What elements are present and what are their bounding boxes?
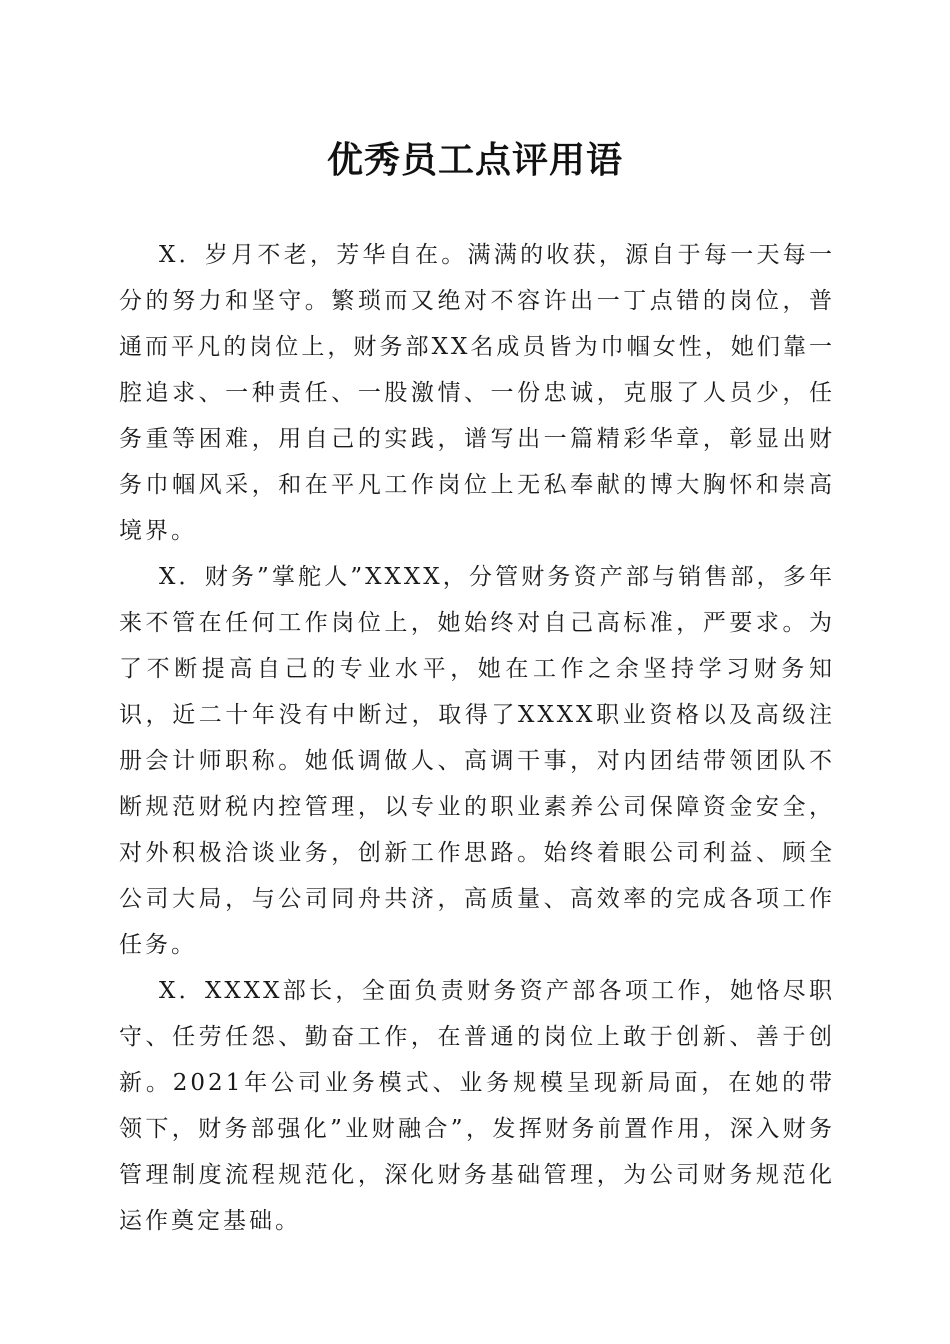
document-body: [119, 232, 835, 1244]
paragraph-2: X．财务”掌舵人”XXXX，分管财务资产部与销售部，多年来不管在任何工作岗位上，她始终对自己高标准，严要求。为了不断提高自己的专业水平，她在工作之余坚持学习财务知识，近二十年没有中断过，取得了XXXX职业资格以及高级注册会计师职称。她低调做人、高调干事，对内团结带领团队不断规范财税内控管理，以专业的职业素养公司保障资金安全，对外积极洽谈业务，创新工作思路。始终着眼公司利益、顾全公司大局，与公司同舟共济，高质量、高效率的完成各项工作任务。: [119, 564, 835, 958]
paragraph-3: X．XXXX部长，全面负责财务资产部各项工作，她恪尽职守、任劳任怨、勤奋工作，在普通的岗位上敢于创新、善于创新。2021年公司业务模式、业务规模呈现新局面，在她的带领下，财务部强化”业财融合”，发挥财务前置作用，深入财务管理制度流程规范化，深化财务基础管理，为公司财务规范化运作奠定基础。: [119, 978, 835, 1234]
paragraph-1: X．岁月不老，芳华自在。满满的收获，源自于每一天每一分的努力和坚守。繁琐而又绝对不容许出一丁点错的岗位，普通而平凡的岗位上，财务部XX名成员皆为巾帼女性，她们靠一腔追求、一种责任、一股激情、一份忠诚，克服了人员少，任务重等困难，用自己的实践，谱写出一篇精彩华章，彰显出财务巾帼风采，和在平凡工作岗位上无私奉献的博大胸怀和崇高境界。: [119, 242, 835, 544]
document-title: 优秀员工点评用语: [326, 139, 623, 181]
